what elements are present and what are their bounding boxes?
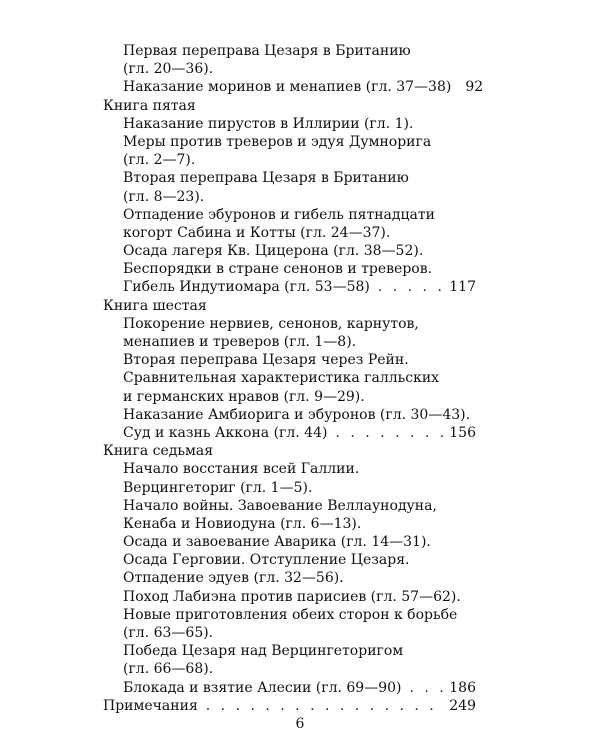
toc-entry bbox=[103, 242, 476, 260]
toc-entry-text: Книга пятая bbox=[103, 97, 196, 114]
toc-entry bbox=[103, 151, 476, 169]
toc-entry bbox=[103, 515, 476, 533]
toc-entry-text: Суд и казнь Аккона (гл. 44) bbox=[123, 424, 328, 441]
toc-entry-text: когорт Сабина и Котты (гл. 24—37). bbox=[123, 224, 391, 241]
toc-entry bbox=[103, 260, 476, 278]
toc-entry-text: Наказание Амбиорига и эбуронов (гл. 30—43). bbox=[123, 406, 471, 423]
toc-entry-text: Новые приготовления обеих сторон к борьбе bbox=[123, 606, 458, 623]
toc-entry-text: Блокада и взятие Алесии (гл. 69—90) bbox=[123, 679, 402, 696]
table-of-contents bbox=[103, 42, 484, 715]
toc-page-number: 249 bbox=[449, 697, 476, 714]
toc-section-heading bbox=[103, 697, 476, 715]
toc-entry bbox=[103, 42, 476, 60]
toc-entry bbox=[103, 115, 476, 133]
toc-entry-text: Сравнительная характеристика галльских bbox=[123, 370, 440, 387]
toc-entry-text: менапиев и треверов (гл. 1—8). bbox=[123, 334, 357, 350]
toc-entry-text: Осада лагеря Кв. Цицерона (гл. 38—52). bbox=[123, 243, 424, 260]
toc-entry bbox=[103, 206, 476, 224]
toc-entry-text: и германских нравов (гл. 9—29). bbox=[123, 388, 365, 405]
toc-section-heading bbox=[103, 97, 476, 115]
toc-entry-text: Книга шестая bbox=[103, 297, 207, 314]
toc-entry bbox=[103, 406, 476, 424]
toc-entry-text: Наказание пирустов в Иллирии (гл. 1). bbox=[123, 115, 414, 132]
toc-entry bbox=[103, 588, 476, 606]
toc-entry bbox=[103, 60, 476, 78]
toc-entry-text: (гл. 63—65). bbox=[123, 625, 214, 641]
toc-entry-text: Осада Герговии. Отступление Цезаря. bbox=[123, 552, 410, 569]
toc-entry bbox=[103, 369, 476, 387]
dot-leader bbox=[378, 278, 443, 296]
toc-section-heading bbox=[103, 297, 476, 315]
toc-entry-text: Первая переправа Цезаря в Британию bbox=[123, 43, 411, 59]
toc-entry-text: (гл. 20—36). bbox=[123, 61, 214, 78]
toc-entry-text: Вторая переправа Цезаря через Рейн. bbox=[123, 352, 409, 369]
toc-entry bbox=[103, 424, 476, 442]
toc-entry bbox=[103, 224, 476, 242]
toc-entry-text: Гибель Индутиомара (гл. 53—58) bbox=[123, 279, 370, 296]
toc-entry bbox=[103, 479, 476, 497]
toc-entry-text: Вторая переправа Цезаря в Британию bbox=[123, 170, 409, 187]
toc-entry-text: Примечания bbox=[103, 697, 198, 714]
toc-entry bbox=[103, 624, 476, 642]
toc-entry-text: Меры против треверов и эдуя Думнорига bbox=[123, 133, 432, 150]
toc-entry-text: Кенаба и Новиодуна (гл. 6—13). bbox=[123, 515, 362, 532]
toc-entry bbox=[103, 351, 476, 369]
dot-leader bbox=[409, 679, 443, 697]
toc-entry bbox=[103, 333, 476, 351]
dot-leader bbox=[335, 424, 443, 442]
dot-leader bbox=[206, 697, 443, 715]
toc-entry bbox=[103, 679, 476, 697]
toc-entry-text: Верцингеториг (гл. 1—5). bbox=[123, 479, 313, 496]
toc-entry-text: Поход Лабиэна против парисиев (гл. 57—62). bbox=[123, 588, 461, 605]
toc-entry bbox=[103, 78, 484, 96]
toc-entry-text: (гл. 8—23). bbox=[123, 188, 205, 205]
toc-entry bbox=[103, 188, 476, 206]
toc-entry bbox=[103, 133, 476, 151]
toc-entry-text: Отпадение эбуронов и гибель пятнадцати bbox=[123, 206, 435, 223]
toc-entry-text: Беспорядки в стране сенонов и треверов. bbox=[123, 261, 433, 278]
toc-entry-text: Победа Цезаря над Верцингеторигом bbox=[123, 643, 404, 660]
toc-entry-text: Начало восстания всей Галлии. bbox=[123, 461, 360, 478]
toc-page-number: 186 bbox=[449, 679, 476, 696]
toc-entry-text: Осада и завоевание Аварика (гл. 14—31). bbox=[123, 534, 431, 551]
toc-entry bbox=[103, 660, 476, 678]
toc-entry-text: Книга седьмая bbox=[103, 443, 214, 460]
toc-entry-text: (гл. 66—68). bbox=[123, 661, 214, 678]
toc-entry bbox=[103, 569, 476, 587]
toc-page-number: 156 bbox=[449, 424, 476, 441]
toc-entry-text: Наказание моринов и менапиев (гл. 37—38) bbox=[123, 79, 452, 96]
toc-entry bbox=[103, 606, 476, 624]
toc-entry bbox=[103, 388, 476, 406]
toc-entry-text: Отпадение эдуев (гл. 32—56). bbox=[123, 570, 344, 587]
toc-entry bbox=[103, 278, 476, 296]
toc-entry bbox=[103, 642, 476, 660]
toc-entry bbox=[103, 497, 476, 515]
toc-entry-text: (гл. 2—7). bbox=[123, 152, 196, 169]
toc-entry bbox=[103, 169, 476, 187]
toc-entry bbox=[103, 551, 476, 569]
toc-entry-text: Начало войны. Завоевание Веллаунодуна, bbox=[123, 497, 437, 514]
toc-entry bbox=[103, 533, 476, 551]
toc-section-heading bbox=[103, 442, 476, 460]
toc-entry-text: Покорение нервиев, сенонов, карнутов, bbox=[123, 315, 419, 332]
toc-entry bbox=[103, 460, 476, 478]
toc-entry bbox=[103, 315, 476, 333]
toc-page-number: 92 bbox=[465, 79, 484, 96]
page-number: 6 bbox=[295, 716, 305, 732]
toc-page-number: 117 bbox=[449, 279, 476, 296]
